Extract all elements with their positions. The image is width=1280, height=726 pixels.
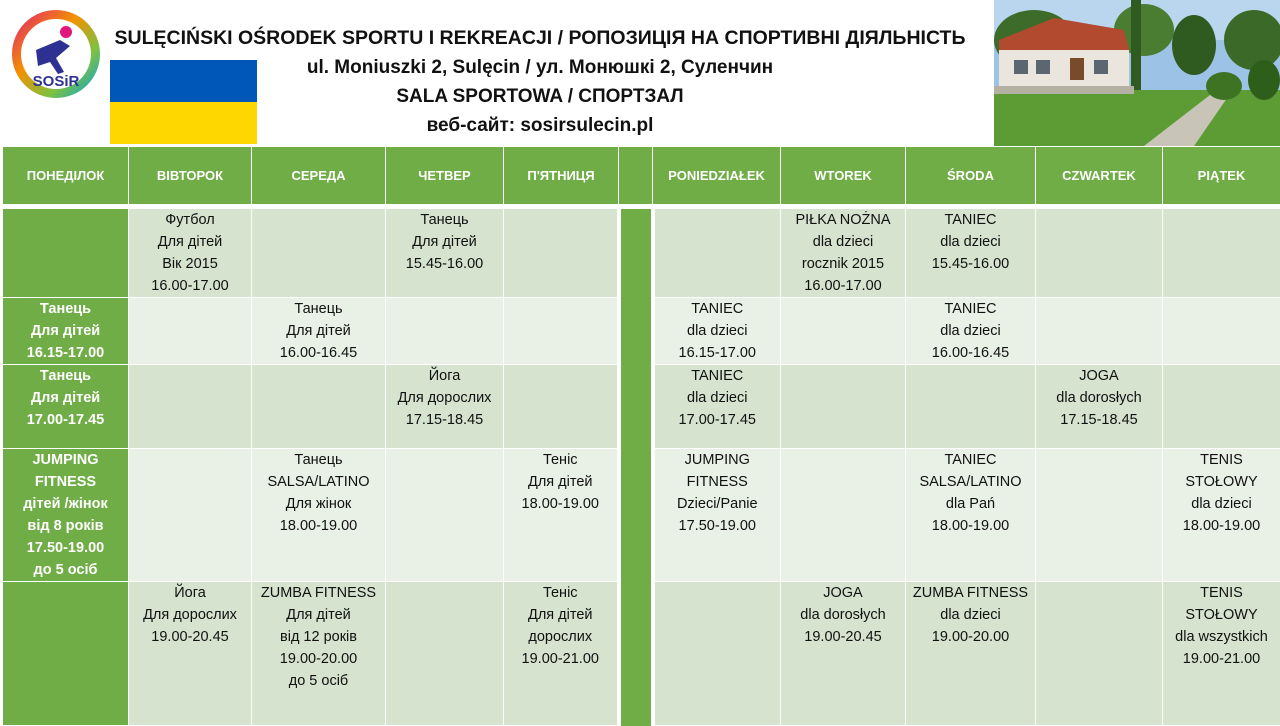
pl-schedule-cell: TANIEC dla dzieci 15.45-16.00 xyxy=(906,209,1036,298)
header-row xyxy=(3,147,1280,205)
pl-schedule-cell xyxy=(781,449,906,582)
header-title: SULĘCIŃSKI OŚRODEK SPORTU I REKREACJI / РОПОЗИЦІЯ НА СПОРТИВНІ ДІЯЛЬНІСТЬ xyxy=(105,24,975,53)
ua-schedule-cell: Йога Для дорослих 19.00-20.45 xyxy=(129,582,252,726)
sosir-logo xyxy=(8,6,104,102)
separator xyxy=(619,298,653,365)
pl-schedule-cell: PIŁKA NOŻNA dla dzieci rocznik 2015 16.00-17.00 xyxy=(781,209,906,298)
ua-schedule-cell xyxy=(129,449,252,582)
header-website: веб-сайт: sosirsulecin.pl xyxy=(105,111,975,140)
schedule-table xyxy=(2,146,1280,726)
header-address: ul. Moniuszki 2, Sulęcin / ул. Монюшкі 2, Суленчин xyxy=(105,53,975,82)
pl-schedule-cell xyxy=(1163,298,1280,365)
separator xyxy=(619,147,653,205)
pl-schedule-cell: TANIEC SALSA/LATINO dla Pań 18.00-19.00 xyxy=(906,449,1036,582)
ua-monday-cell: Танець Для дітей 17.00-17.45 xyxy=(3,365,129,449)
ua-schedule-cell xyxy=(504,209,619,298)
pl-day-header: PIĄTEK xyxy=(1163,147,1280,205)
schedule-row xyxy=(3,298,1280,365)
ua-schedule-cell xyxy=(129,365,252,449)
pl-day-header: ŚRODA xyxy=(906,147,1036,205)
ua-day-header: ПОНЕДІЛОК xyxy=(3,147,129,205)
ua-schedule-cell xyxy=(252,209,386,298)
pl-schedule-cell: TANIEC dla dzieci 16.00-16.45 xyxy=(906,298,1036,365)
ua-day-header: СЕРЕДА xyxy=(252,147,386,205)
ua-schedule-cell: ZUMBA FITNESS Для дітей від 12 років 19.00-20.00 до 5 осіб xyxy=(252,582,386,726)
pl-schedule-cell xyxy=(1036,209,1163,298)
separator xyxy=(619,365,653,449)
separator xyxy=(619,582,653,726)
pl-day-header: PONIEDZIAŁEK xyxy=(653,147,781,205)
page-header xyxy=(105,24,975,140)
ua-schedule-cell xyxy=(129,298,252,365)
pl-schedule-cell xyxy=(781,298,906,365)
ua-day-header: ВІВТОРОК xyxy=(129,147,252,205)
ua-schedule-cell xyxy=(386,582,504,726)
pl-schedule-cell: JUMPING FITNESS Dzieci/Panie 17.50-19.00 xyxy=(653,449,781,582)
ua-schedule-cell: Танець Для дітей 16.00-16.45 xyxy=(252,298,386,365)
pl-day-header: CZWARTEK xyxy=(1036,147,1163,205)
ua-schedule-cell: Теніс Для дітей дорослих 19.00-21.00 xyxy=(504,582,619,726)
logo-text: SOSiR xyxy=(33,73,80,90)
ua-monday-cell xyxy=(3,582,129,726)
ua-day-header: ЧЕТВЕР xyxy=(386,147,504,205)
pl-schedule-cell xyxy=(1163,209,1280,298)
pl-schedule-cell: JOGA dla dorosłych 17.15-18.45 xyxy=(1036,365,1163,449)
pl-schedule-cell xyxy=(1036,298,1163,365)
ua-schedule-cell: Футбол Для дітей Вік 2015 16.00-17.00 xyxy=(129,209,252,298)
ua-schedule-cell xyxy=(386,449,504,582)
building-photo xyxy=(994,0,1280,146)
ua-monday-cell xyxy=(3,209,129,298)
ua-schedule-cell: Йога Для дорослих 17.15-18.45 xyxy=(386,365,504,449)
header-venue: SALA SPORTOWA / СПОРТЗАЛ xyxy=(105,82,975,111)
pl-schedule-cell xyxy=(653,209,781,298)
pl-schedule-cell xyxy=(1036,449,1163,582)
ua-monday-cell: JUMPING FITNESS дітей /жінок від 8 років 17.50-19.00 до 5 осіб xyxy=(3,449,129,582)
schedule-row xyxy=(3,365,1280,449)
pl-schedule-cell xyxy=(1163,365,1280,449)
pl-schedule-cell: ZUMBA FITNESS dla dzieci 19.00-20.00 xyxy=(906,582,1036,726)
pl-schedule-cell: TANIEC dla dzieci 16.15-17.00 xyxy=(653,298,781,365)
ua-day-header: П'ЯТНИЦЯ xyxy=(504,147,619,205)
pl-schedule-cell: TENIS STOŁOWY dla dzieci 18.00-19.00 xyxy=(1163,449,1280,582)
pl-schedule-cell xyxy=(781,365,906,449)
ua-schedule-cell xyxy=(386,298,504,365)
ua-schedule-cell: Танець SALSA/LATINO Для жінок 18.00-19.00 xyxy=(252,449,386,582)
ua-schedule-cell xyxy=(252,365,386,449)
schedule-row xyxy=(3,449,1280,582)
pl-schedule-cell: TENIS STOŁOWY dla wszystkich 19.00-21.00 xyxy=(1163,582,1280,726)
pl-schedule-cell xyxy=(1036,582,1163,726)
schedule-row xyxy=(3,582,1280,726)
pl-schedule-cell: JOGA dla dorosłych 19.00-20.45 xyxy=(781,582,906,726)
ua-schedule-cell xyxy=(504,365,619,449)
pl-day-header: WTOREK xyxy=(781,147,906,205)
pl-schedule-cell xyxy=(653,582,781,726)
separator xyxy=(619,449,653,582)
ua-schedule-cell: Теніс Для дітей 18.00-19.00 xyxy=(504,449,619,582)
pl-schedule-cell xyxy=(906,365,1036,449)
pl-schedule-cell: TANIEC dla dzieci 17.00-17.45 xyxy=(653,365,781,449)
ua-monday-cell: Танець Для дітей 16.15-17.00 xyxy=(3,298,129,365)
schedule-row xyxy=(3,209,1280,298)
ua-schedule-cell: Танець Для дітей 15.45-16.00 xyxy=(386,209,504,298)
ua-schedule-cell xyxy=(504,298,619,365)
separator xyxy=(619,209,653,298)
